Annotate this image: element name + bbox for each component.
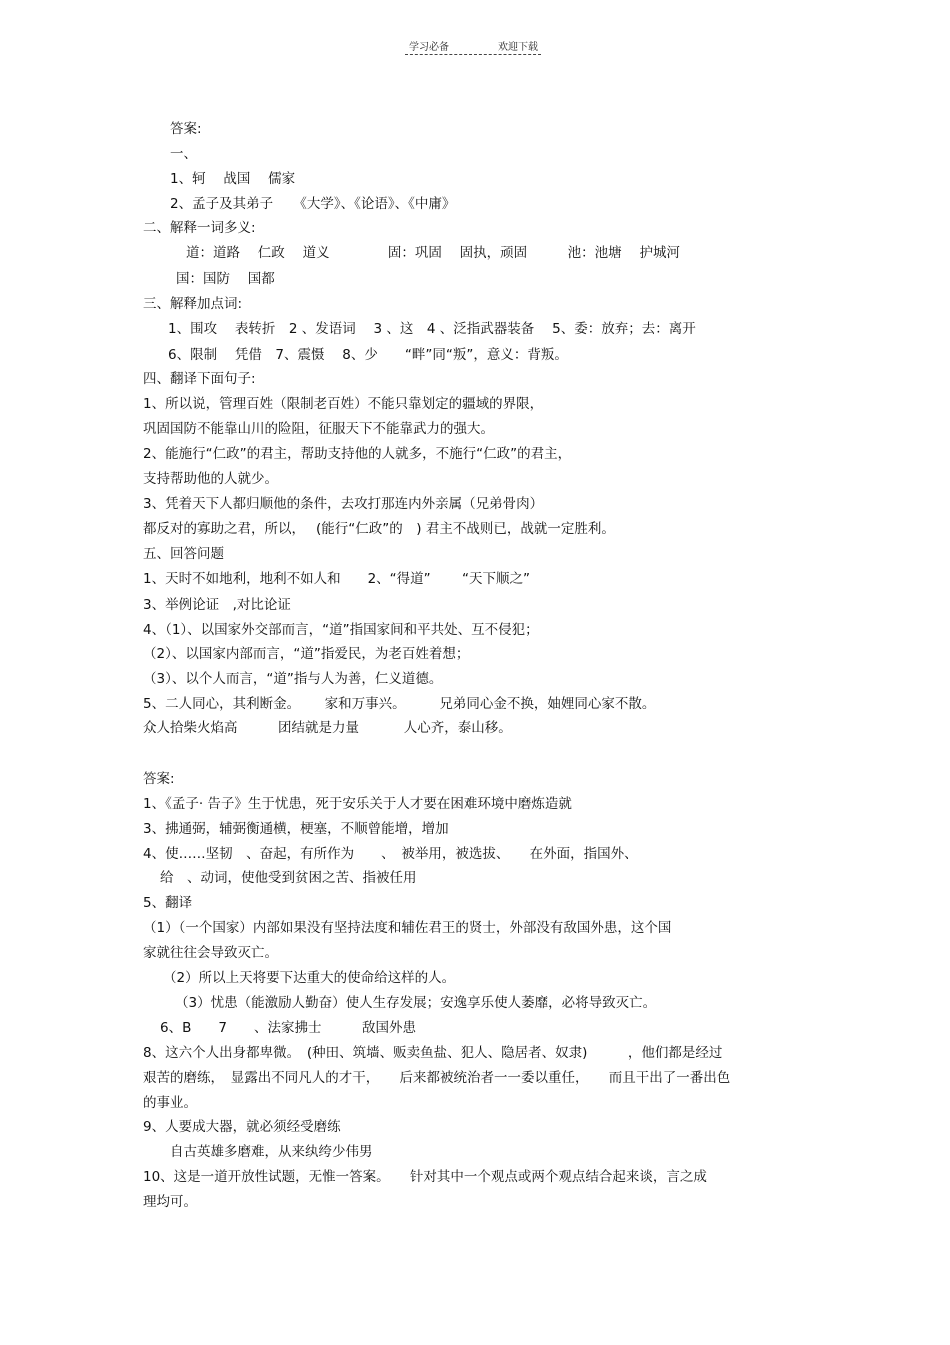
text-line: 都反对的寡助之君，所以， (能行“仁政”的 ) 君主不战则已，战就一定胜利。 [143,521,615,537]
section-heading: 一、 [170,146,197,162]
text-line: （3）忧患（能激励人勤奋）使人生存发展；安逸享乐使人萎靡，必将导致灭亡。 [175,995,657,1011]
text-line: 给 、动词，使他受到贫困之苦、指被任用 [160,870,417,886]
text-line: 众人拾柴火焰高 团结就是力量 人心齐，泰山移。 [143,720,512,736]
page-header [405,38,545,58]
text-line: 10、这是一道开放性试题，无惟一答案。 针对其中一个观点或两个观点结合起来谈，言之成 [143,1169,707,1185]
text-line: 巩固国防不能靠山川的险阻，征服天下不能靠武力的强大。 [143,421,494,437]
text-line: 家就往往会导致灭亡。 [143,945,278,961]
text-line: 3、拂通弼，辅弼衡通横，梗塞，不顺曾能增，增加 [143,821,449,837]
text-line: 2、能施行“仁政”的君主，帮助支持他的人就多，不施行“仁政”的君主， [143,446,572,462]
section-heading: 四、翻译下面句子: [143,371,256,387]
text-line: 道：道路 仁政 道义 固：巩固 固执，顽固 池：池塘 护城河 [186,245,680,261]
text-line: 3、举例论证 ,对比论证 [143,597,291,613]
text-line: 2、孟子及其弟子 《大学》、《论语》、《中庸》 [170,196,456,212]
text-line: 艰苦的磨练， 显露出不同凡人的才干， 后来都被统治者一一委以重任， 而且干出了一番出色 [143,1070,731,1086]
section-heading: 三、解释加点词: [143,296,243,312]
text-line: 自古英雄多磨难，从来纨绔少伟男 [170,1144,373,1160]
text-line: 3、凭着天下人都归顺他的条件，去攻打那连内外亲属（兄弟骨肉） [143,496,544,512]
text-line: 4、使……坚韧 、奋起，有所作为 、 被举用，被选拔、 在外面，指国外、 [143,846,638,862]
header-left-text: 学习必备 [409,42,449,53]
text-line: 1、轲 战国 儒家 [170,171,296,187]
text-line: （2）所以上天将要下达重大的使命给这样的人。 [163,970,456,986]
text-line: 4、（1）、以国家外交部而言，“道”指国家间和平共处、互不侵犯； [143,622,539,638]
text-line: （3）、以个人而言，“道”指与人为善，仁义道德。 [143,671,443,687]
text-line: 理均可。 [143,1194,197,1210]
text-line: 1、天时不如地利，地利不如人和 2、“得道” “天下顺之” [143,571,530,587]
text-line: 5、翻译 [143,895,193,911]
text-line: 支持帮助他的人就少。 [143,471,278,487]
header-right-text: 欢迎下载 [498,42,538,53]
header-divider [405,54,541,55]
text-line: 1、《孟子· 告子》生于忧患，死于安乐关于人才要在困难环境中磨炼造就 [143,796,572,812]
section-heading: 五、回答问题 [143,546,224,562]
section-heading: 二、解释一词多义: [143,220,256,236]
answer-heading: 答案: [143,771,175,787]
text-line: 1、围攻 表转折 2 、发语词 3 、这 4 、泛指武器装备 5、委：放弃；去：离开 [168,321,696,337]
text-line: 1、所以说，管理百姓（限制老百姓）不能只靠划定的疆域的界限， [143,396,544,412]
text-line: 的事业。 [143,1095,197,1111]
answer-heading: 答案: [170,121,202,137]
text-line: （1）（一个国家）内部如果没有坚持法度和辅佐君王的贤士，外部没有敌国外患，这个国 [143,920,672,936]
text-line: 9、人要成大器，就必须经受磨练 [143,1119,341,1135]
text-line: 6、限制 凭借 7、震慑 8、少 “畔”同“叛”，意义：背叛。 [168,347,568,363]
text-line: （2）、以国家内部而言，“道”指爱民，为老百姓着想； [143,646,470,662]
text-line: 6、B 7 、法家拂士 敌国外患 [160,1020,416,1036]
text-line: 国：国防 国都 [176,271,275,287]
text-line: 5、二人同心，其利断金。 家和万事兴。 兄弟同心金不换，妯娌同心家不散。 [143,696,656,712]
text-line: 8、这六个人出身都卑微。 (种田、筑墙、贩卖鱼盐、犯人、隐居者、奴隶) ，他们都是经过 [143,1045,723,1061]
